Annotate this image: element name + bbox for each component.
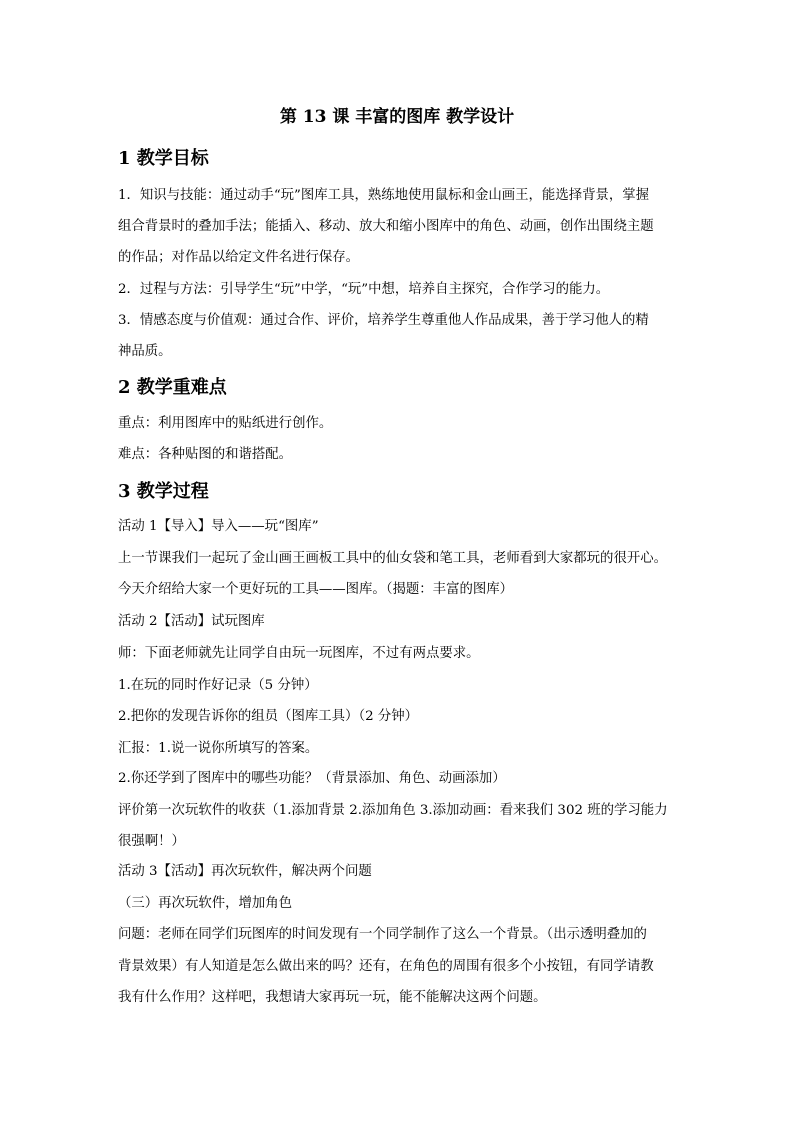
document-title: 第 13 课 丰富的图库 教学设计 (279, 107, 515, 127)
paragraph-line: 3．情感态度与价值观：通过合作、评价，培养学生尊重他人作品成果，善于学习他人的精 (118, 313, 649, 328)
paragraph-line: 2.你还学到了图库中的哪些功能？（背景添加、角色、动画添加） (118, 771, 506, 786)
paragraph-line: 汇报：1.说一说你所填写的答案。 (118, 741, 319, 756)
paragraph-line: 2.把你的发现告诉你的组员（图库工具）（2 分钟） (118, 709, 419, 724)
paragraph-line: 很强啊！） (118, 834, 185, 849)
paragraph-line: 上一节课我们一起玩了金山画王画板工具中的仙女袋和笔工具，老师看到大家都玩的很开心。 (118, 551, 668, 566)
section-heading-teaching-process: 3 教学过程 (118, 481, 209, 502)
paragraph-line: 难点：各种贴图的和谐搭配。 (118, 447, 293, 462)
paragraph-line: 2．过程与方法：引导学生“玩”中学，“玩”中想，培养自主探究，合作学习的能力。 (118, 282, 610, 297)
paragraph-line: 的作品；对作品以给定文件名进行保存。 (118, 250, 360, 265)
paragraph-line: 师：下面老师就先让同学自由玩一玩图库，不过有两点要求。 (118, 646, 480, 661)
paragraph-line: 活动 1【导入】导入——玩“图库” (118, 519, 319, 534)
paragraph-line: 今天介绍给大家一个更好玩的工具——图库。（揭题：丰富的图库） (118, 582, 514, 597)
paragraph-line: 重点：利用图库中的贴纸进行创作。 (118, 416, 333, 431)
paragraph-line: 活动 3【活动】再次玩软件，解决两个问题 (118, 864, 372, 879)
paragraph-line: 背景效果）有人知道是怎么做出来的吗？还有，在角色的周围有很多个小按钮，有同学请教 (118, 959, 654, 974)
paragraph-line: 问题：老师在同学们玩图库的时间发现有一个同学制作了这么一个背景。（出示透明叠加的 (118, 927, 647, 942)
paragraph-line: 1．知识与技能：通过动手“玩”图库工具，熟练地使用鼠标和金山画王，能选择背景，掌握 (118, 188, 650, 203)
section-heading-teaching-goals: 1 教学目标 (118, 148, 209, 169)
paragraph-line: （三）再次玩软件，增加角色 (118, 896, 293, 911)
paragraph-line: 评价第一次玩软件的收获（1.添加背景 2.添加角色 3.添加动画：看来我们 302 班的学习能力 (118, 803, 668, 818)
paragraph-line: 活动 2【活动】试玩图库 (118, 614, 265, 629)
section-heading-key-points: 2 教学重难点 (118, 377, 227, 398)
paragraph-line: 1.在玩的同时作好记录（5 分钟） (118, 678, 318, 693)
paragraph-line: 神品质。 (118, 344, 172, 359)
paragraph-line: 组合背景时的叠加手法；能插入、移动、放大和缩小图库中的角色、动画，创作出围绕主题 (118, 219, 654, 234)
paragraph-line: 我有什么作用？这样吧，我想请大家再玩一玩，能不能解决这两个问题。 (118, 990, 547, 1005)
